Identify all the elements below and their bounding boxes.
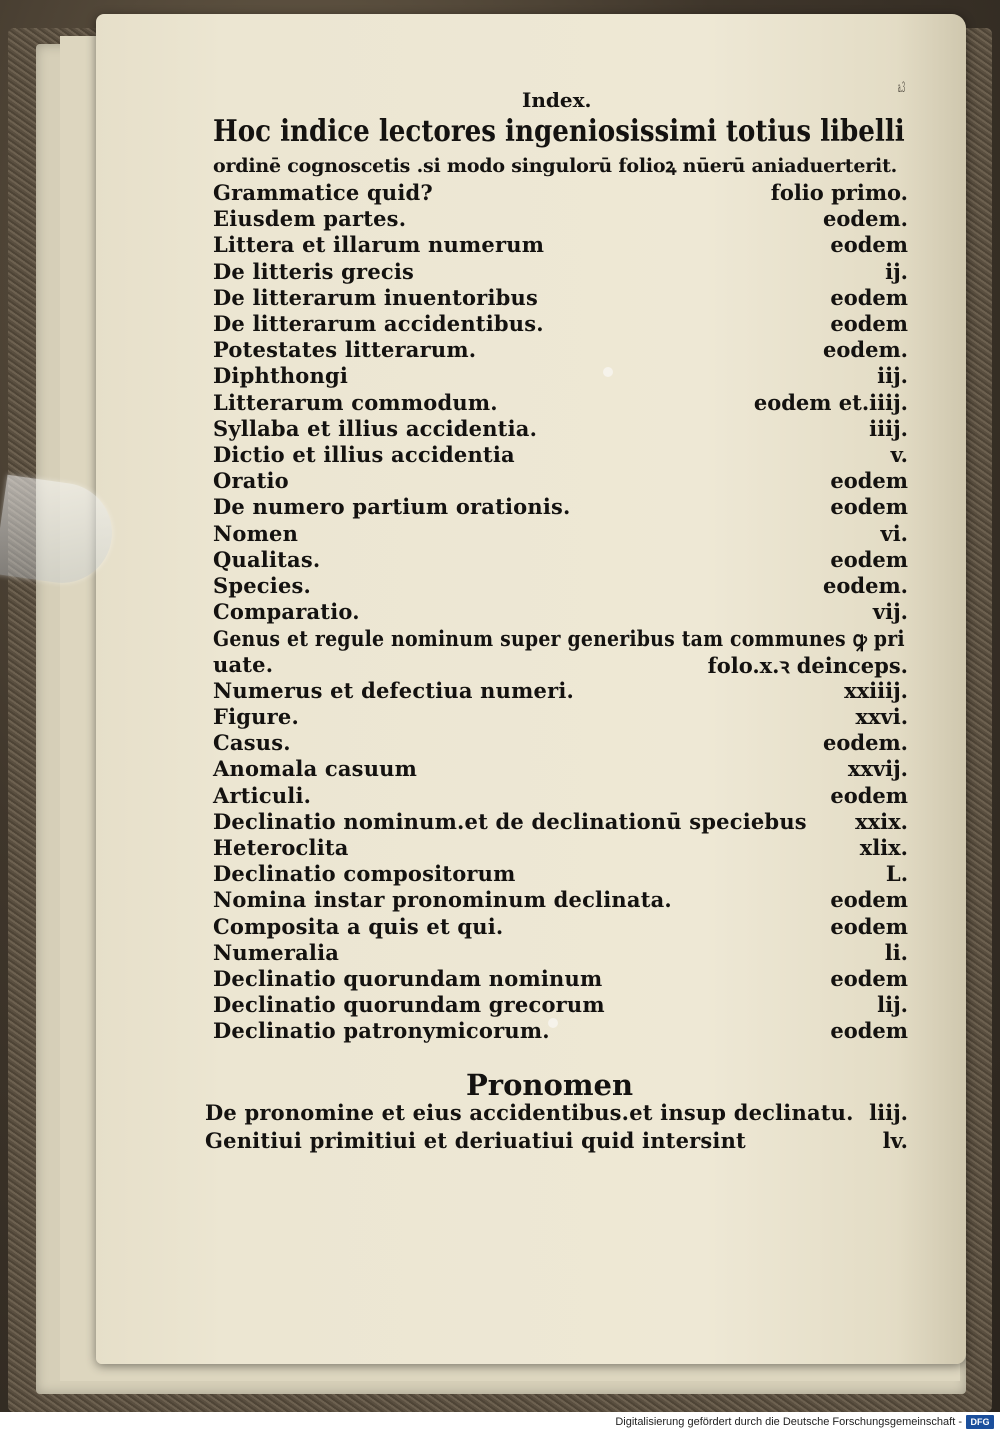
index-entry-label: Diphthongi [213,363,349,388]
index-entry-label: Oratio [213,468,289,493]
index-entry-page: eodem. [823,730,908,755]
index-entry-page: xxiiij. [844,678,908,703]
index-entry-label: Nomen [213,521,299,546]
index-entry-label: uate. [213,652,274,677]
index-entry-page: xlix. [859,835,908,860]
index-entry-label: De pronomine et eius accidentibus.et insup declinatu. [205,1100,854,1125]
index-entry-page: xxix. [855,809,908,834]
index-entry-page: eodem. [823,573,908,598]
index-entry-page: lv. [882,1128,908,1153]
index-entry-label: Anomala casuum [213,756,418,781]
index-entry-page: vij. [872,599,908,624]
index-entry-page: eodem [830,966,908,991]
intro-line-1: Hoc indice lectores ingeniosissimi totius libelli [213,114,905,149]
index-entry-page: eodem [830,285,908,310]
index-entry-label: Declinatio patronymicorum. [213,1018,550,1043]
index-entry-label: Articuli. [213,783,312,808]
index-entry-page: xxvij. [847,756,908,781]
index-entry-label: Nomina instar pronominum declinata. [213,887,672,912]
index-entry-page: v. [890,442,908,467]
index-entry-page: eodem [830,887,908,912]
index-entry-page: lij. [877,992,908,1017]
index-entry-label: Declinatio compositorum [213,861,516,886]
index-entry-label: De litterarum accidentibus. [213,311,544,336]
footer-credit: Digitalisierung gefördert durch die Deutsche Forschungsgemeinschaft - [615,1416,962,1428]
index-entry-page: eodem [830,494,908,519]
index-entry-label: Casus. [213,730,291,755]
index-entry-label: De numero partium orationis. [213,494,571,519]
index-entry-label: Eiusdem partes. [213,206,407,231]
index-entry-page: folo.x.ꝛ deinceps. [707,653,908,678]
index-entry-label: Declinatio quorundam grecorum [213,992,605,1017]
index-entry-page: ij. [885,259,908,284]
index-entry-page: vi. [880,521,908,546]
index-entry-page: liij. [869,1100,908,1125]
index-entry-page: eodem. [823,337,908,362]
index-entry-label: Litterarum commodum. [213,390,498,415]
index-entry-label: Littera et illarum numerum [213,232,545,257]
index-entry-page: eodem [830,311,908,336]
index-entry-label: Potestates litterarum. [213,337,477,362]
index-entry-page: L. [885,861,908,886]
index-entry-page: xxvi. [855,704,908,729]
index-entry-label: Composita a quis et qui. [213,914,504,939]
index-entry-label: Figure. [213,704,299,729]
index-entry-page: eodem et.iiij. [753,390,908,415]
index-entry-label: De litteris grecis [213,259,415,284]
signature-mark: a.3 [898,80,905,96]
index-entry-label: Declinatio quorundam nominum [213,966,603,991]
index-entry-label: Syllaba et illius accidentia. [213,416,538,441]
index-entry-label: De litterarum inuentoribus [213,285,538,310]
index-entry-page: folio primo. [770,180,908,205]
index-entry-label: Numeralia [213,940,340,965]
index-entry-label: Species. [213,573,312,598]
index-entry-page: eodem [830,468,908,493]
index-entry-label: Heteroclita [213,835,349,860]
index-entry-label: Genitiui primitiui et deriuatiui quid intersint [205,1128,746,1153]
dfg-logo: DFG [966,1415,994,1429]
index-entry-page: iij. [877,363,908,388]
section-heading: Pronomen [466,1068,634,1102]
running-head: Index. [522,88,592,112]
intro-line-2: ordinē cognoscetis .si modo singulorū folioꝝ nūerū aniaduerterit. [213,155,898,177]
index-entry-page: eodem [830,547,908,572]
index-entry-label: Declinatio nominum.et de declinationū speciebus [213,809,807,834]
index-entry-page: li. [884,940,908,965]
digitization-footer [0,1412,1000,1432]
index-entry-label: Dictio et illius accidentia [213,442,515,467]
index-entry-label: Comparatio. [213,599,360,624]
index-entry-page: eodem [830,783,908,808]
index-entry-label: Numerus et defectiua numeri. [213,678,575,703]
index-entry-page: eodem [830,1018,908,1043]
index-entry-page: eodem. [823,206,908,231]
index-entry-page: eodem [830,914,908,939]
index-entry-label: Qualitas. [213,547,321,572]
index-entry-label: Genus et regule nominum super generibus tam communes ꝙ pri [213,626,905,651]
index-entry-page: iiij. [869,416,908,441]
index-entry-label: Grammatice quid? [213,180,433,205]
index-entry-page: eodem [830,232,908,257]
